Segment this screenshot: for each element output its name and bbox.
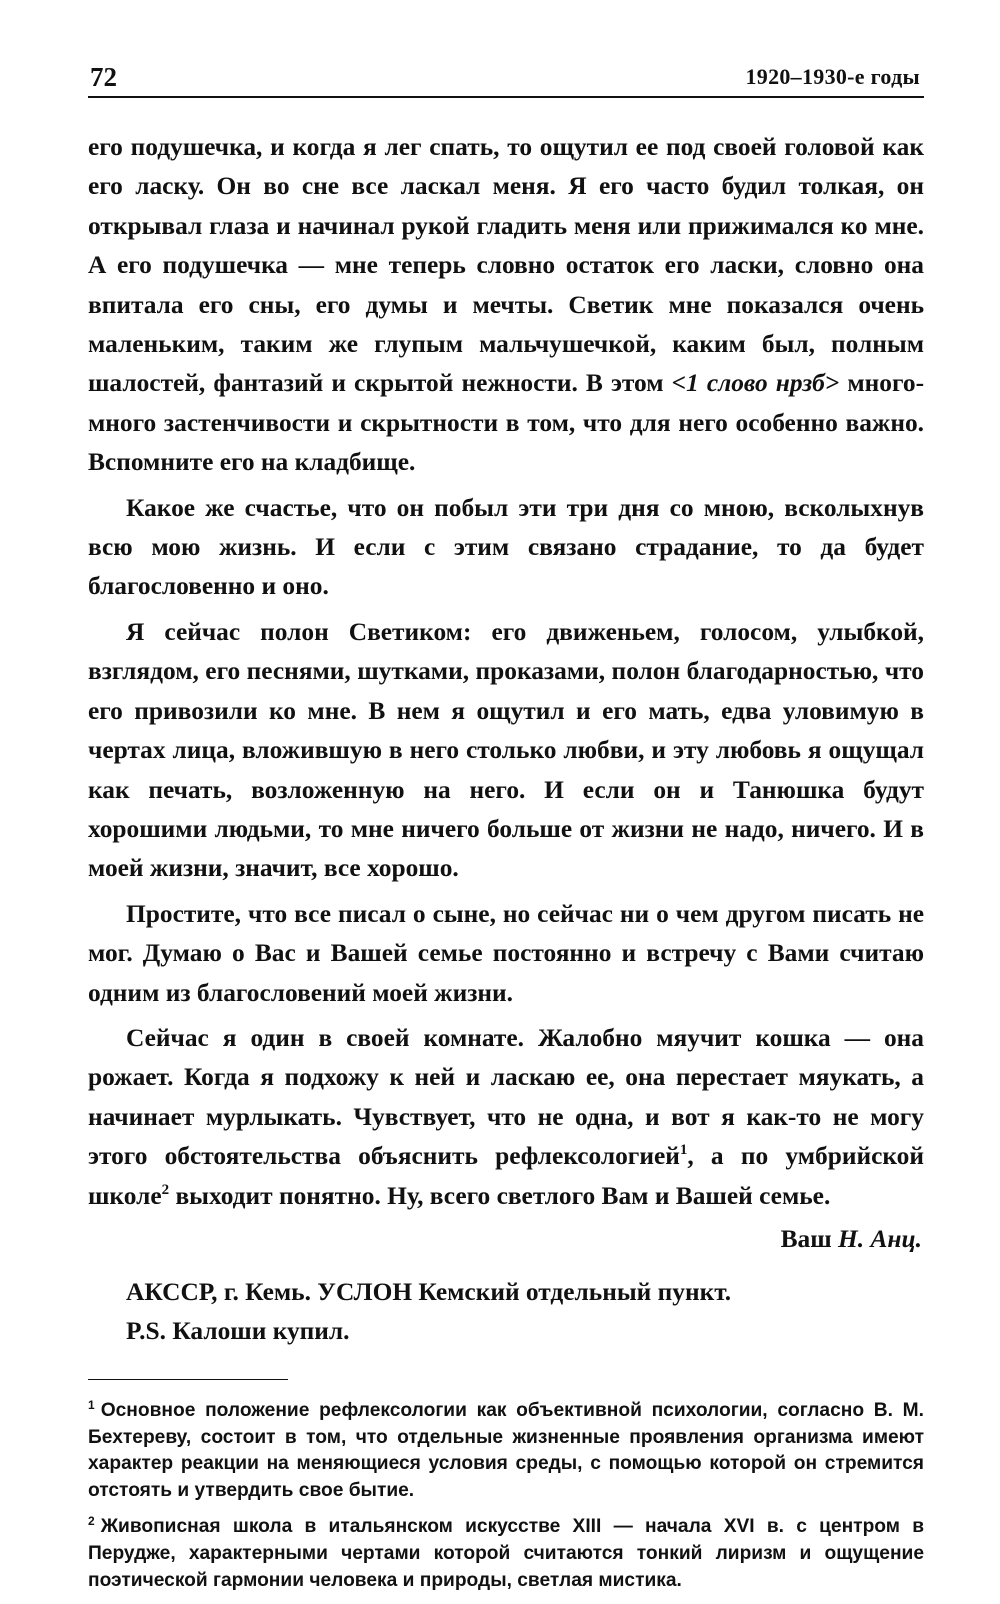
address-block <box>88 1273 924 1351</box>
paragraph-3: Я сейчас полон Светиком: его движеньем, голосом, улыбкой, взглядом, его песнями, шутками, проказами, полон благодарностью, что его привозили ко мне. В нем я ощутил и его мать, едва уловимую в чертах лица, вложившую в него столько любви, и эту любовь я ощущал как печать, возложенную на него. И если он и Танюшка будут хорошими людьми, то мне ничего больше от жизни не надо, ничего. И в моей жизни, значит, все хорошо. <box>88 617 924 883</box>
footnote-divider <box>88 1379 288 1380</box>
paragraph-5 <box>88 1019 924 1216</box>
footnote-1-text: Основное положение рефлексологии как объективной психологии, согласно В. М. Бехтереву, состоит в том, что отдельные жизненные проявления организма имеют характер реакции на меняющиеся условия среды, с помощью которой он стремится отстоять и утвердить свое бытие. <box>88 1399 924 1501</box>
book-page <box>88 52 924 1604</box>
address-line: АКССР, г. Кемь. УСЛОН Кемский отдельный пункт. <box>126 1277 732 1306</box>
illegible-word-note: <1 слово нрзб> <box>671 369 840 398</box>
main-text <box>88 128 924 1216</box>
paragraph-2: Какое же счастье, что он побыл эти три дня со мною, всколыхнув всю мою жизнь. И если с этим связано страдание, то да будет благословенно и оно. <box>88 493 924 601</box>
signature-name: Н. Анц. <box>838 1224 922 1253</box>
page-number: 72 <box>90 62 117 92</box>
footnote-ref-1[interactable]: 1 <box>679 1142 688 1159</box>
footnote-1-mark: 1 <box>88 1397 95 1412</box>
footnote-2-text: Живописная школа в итальянском искусстве XIII — начала XVI в. с центром в Перудже, характерными чертами которой считаются тонкий лиризм и ощущение поэтической гармонии человека и природы, светлая мистика. <box>88 1516 924 1591</box>
paragraph-5-part-a: Сейчас я один в своей комнате. Жалобно мяучит кошка — она рожает. Когда я подхожу к ней и ласкаю ее, она перестает мяукать, а начинает мурлыкать. Чувствует, что не одна, и вот я как-то не могу этого обстоятельства объяснить рефлексологией <box>88 1023 924 1171</box>
footnotes <box>88 1398 924 1594</box>
page-header <box>88 52 924 98</box>
paragraph-1-text: его подушечка, и когда я лег спать, то ощутил ее под своей головой как его ласку. Он во сне все ласкал меня. Я его часто будил толкая, он открывал глаза и начинал рукой гладить меня или прижимался ко мне. А его подушечка — мне теперь словно остаток его ласки, словно она впитала его сны, его думы и мечты. Светик мне показался очень маленьким, таким же глупым мальчушечкой, каким был, полным шалостей, фантазий и скрытой нежности. В этом <box>88 133 924 398</box>
paragraph-1 <box>88 128 924 483</box>
paragraph-5-part-c: выходит понятно. Ну, всего светлого Вам и Вашей семье. <box>169 1181 831 1210</box>
footnote-2 <box>88 1514 924 1594</box>
signature-prefix: Ваш <box>780 1224 839 1253</box>
paragraph-4: Простите, что все писал о сыне, но сейчас ни о чем другом писать не мог. Думаю о Вас и Вашей семье постоянно и встречу с Вами считаю одним из благословений моей жизни. <box>88 899 924 1007</box>
paragraph-1-tail: много-много застенчивости и скрытности в том, что для него особенно важно. Вспомните его на кладбище. <box>88 369 925 477</box>
footnote-2-mark: 2 <box>88 1514 95 1529</box>
signature <box>88 1220 924 1259</box>
paragraph-5-part-b: , а по умбрийской школе <box>88 1142 924 1210</box>
footnote-1 <box>88 1398 924 1504</box>
footnote-ref-2[interactable]: 2 <box>161 1181 170 1198</box>
running-head: 1920–1930-е годы <box>745 64 920 89</box>
postscript-line: P.S. Калоши купил. <box>126 1316 350 1345</box>
